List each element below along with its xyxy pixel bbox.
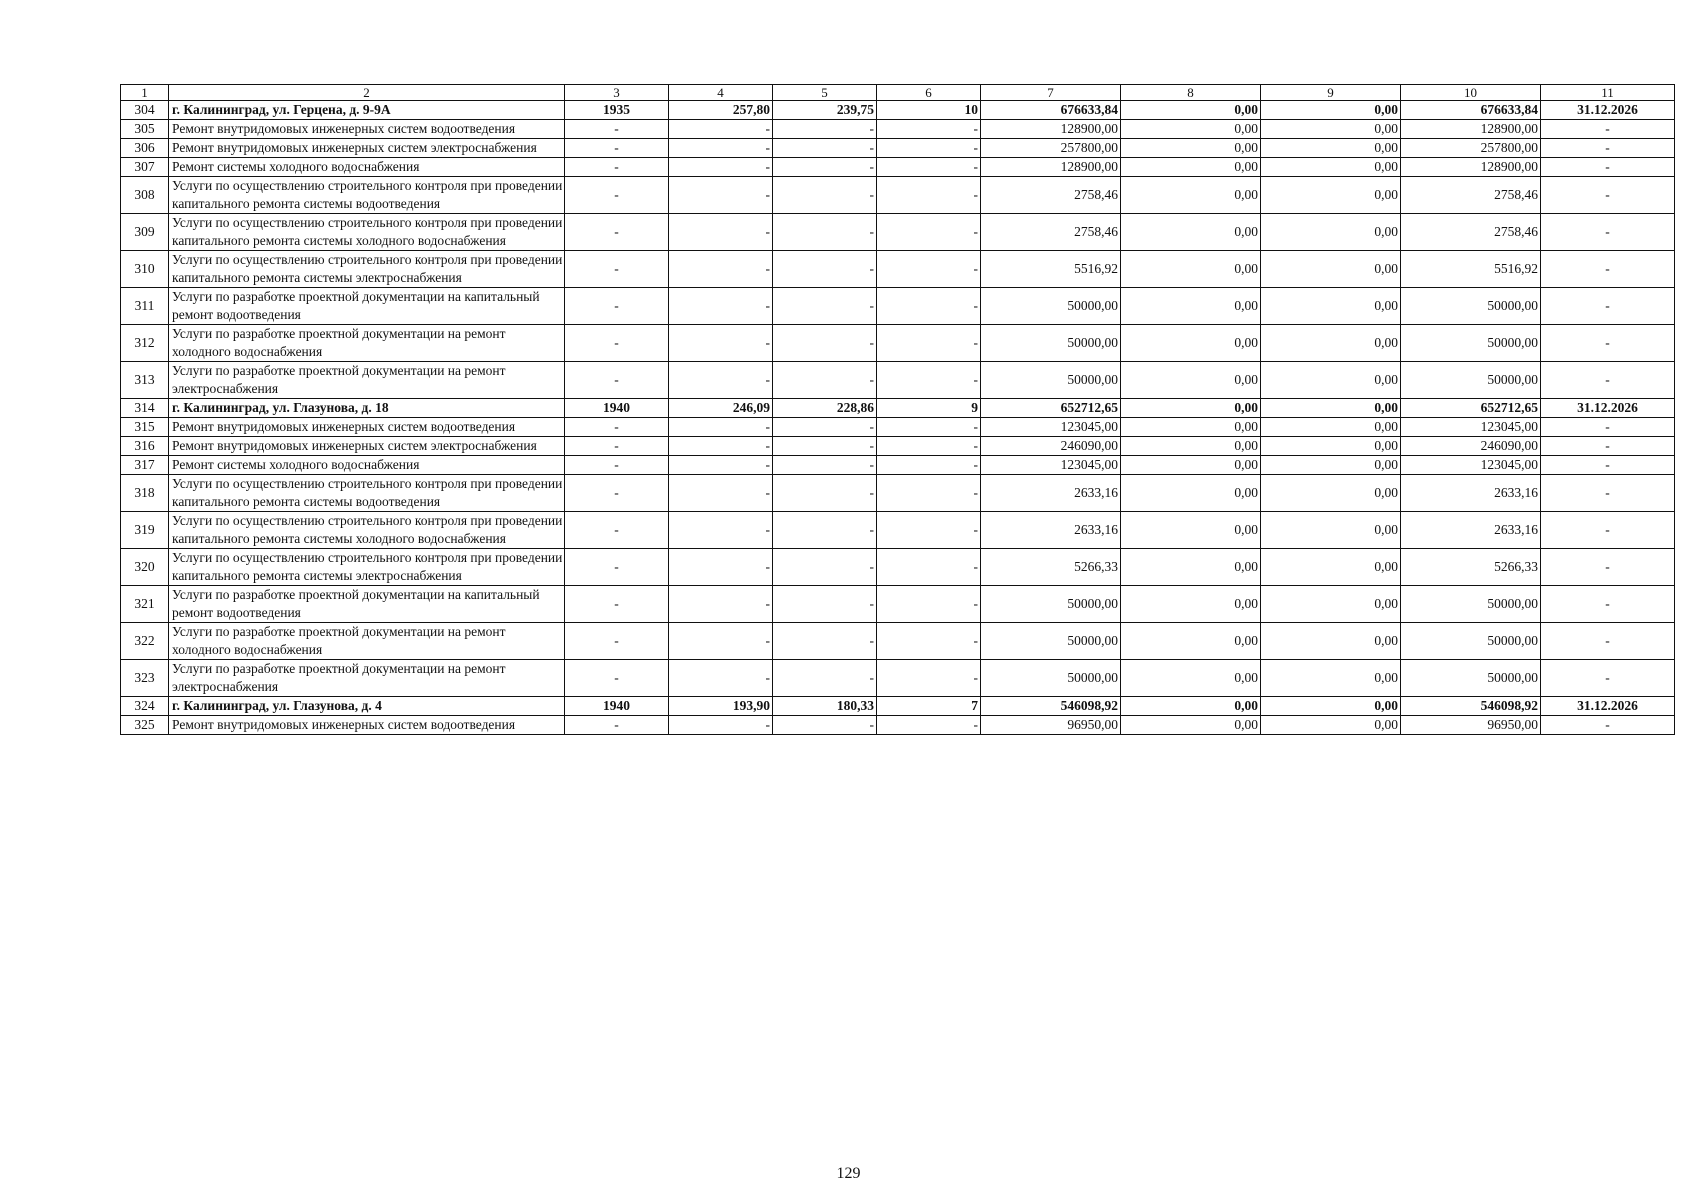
col7-cell: 50000,00 <box>981 325 1121 362</box>
col7-cell: 50000,00 <box>981 623 1121 660</box>
col5-cell: - <box>773 214 877 251</box>
work-name-cell: Услуги по разработке проектной документации на капитальный ремонт водоотведения <box>169 586 565 623</box>
col8-cell: 0,00 <box>1121 139 1261 158</box>
col9-cell: 0,00 <box>1261 158 1401 177</box>
col4-cell: 257,80 <box>669 101 773 120</box>
col5-cell: - <box>773 512 877 549</box>
col5-cell: - <box>773 475 877 512</box>
row-number-cell: 325 <box>121 716 169 735</box>
col4-cell: - <box>669 549 773 586</box>
col6-cell: - <box>877 716 981 735</box>
work-name-cell: Услуги по осуществлению строительного контроля при проведении капитального ремонта системы водоотведения <box>169 177 565 214</box>
table-row <box>121 475 1675 512</box>
col6-cell: - <box>877 418 981 437</box>
col7-cell: 128900,00 <box>981 120 1121 139</box>
col10-cell: 50000,00 <box>1401 660 1541 697</box>
work-name-cell: Ремонт внутридомовых инженерных систем водоотведения <box>169 418 565 437</box>
col8-cell: 0,00 <box>1121 288 1261 325</box>
col9-cell: 0,00 <box>1261 623 1401 660</box>
col9-cell: 0,00 <box>1261 549 1401 586</box>
table-row <box>121 512 1675 549</box>
table-row <box>121 418 1675 437</box>
col8-cell: 0,00 <box>1121 251 1261 288</box>
table-row <box>121 288 1675 325</box>
row-number-cell: 319 <box>121 512 169 549</box>
col9-cell: 0,00 <box>1261 177 1401 214</box>
col10-cell: 652712,65 <box>1401 399 1541 418</box>
col11-cell: - <box>1541 437 1675 456</box>
column-header: 7 <box>981 85 1121 101</box>
col9-cell: 0,00 <box>1261 716 1401 735</box>
col6-cell: - <box>877 120 981 139</box>
row-number-cell: 317 <box>121 456 169 475</box>
col3-cell: - <box>565 418 669 437</box>
col9-cell: 0,00 <box>1261 101 1401 120</box>
col5-cell: 180,33 <box>773 697 877 716</box>
table-row <box>121 549 1675 586</box>
col11-cell: - <box>1541 251 1675 288</box>
col8-cell: 0,00 <box>1121 177 1261 214</box>
col6-cell: - <box>877 586 981 623</box>
col10-cell: 50000,00 <box>1401 288 1541 325</box>
col3-cell: - <box>565 549 669 586</box>
col10-cell: 123045,00 <box>1401 456 1541 475</box>
row-number-cell: 306 <box>121 139 169 158</box>
col6-cell: 7 <box>877 697 981 716</box>
col10-cell: 257800,00 <box>1401 139 1541 158</box>
address-row <box>121 101 1675 120</box>
column-header: 11 <box>1541 85 1675 101</box>
work-name-cell: Услуги по разработке проектной документации на ремонт электроснабжения <box>169 660 565 697</box>
col10-cell: 5266,33 <box>1401 549 1541 586</box>
col6-cell: - <box>877 362 981 399</box>
col5-cell: - <box>773 288 877 325</box>
col9-cell: 0,00 <box>1261 139 1401 158</box>
col6-cell: - <box>877 549 981 586</box>
row-number-cell: 318 <box>121 475 169 512</box>
col4-cell: - <box>669 362 773 399</box>
col4-cell: - <box>669 437 773 456</box>
row-number-cell: 305 <box>121 120 169 139</box>
work-name-cell: Услуги по разработке проектной документации на ремонт холодного водоснабжения <box>169 325 565 362</box>
col7-cell: 123045,00 <box>981 418 1121 437</box>
col4-cell: - <box>669 120 773 139</box>
col5-cell: - <box>773 586 877 623</box>
work-name-cell: Услуги по осуществлению строительного контроля при проведении капитального ремонта системы холодного водоснабжения <box>169 512 565 549</box>
col6-cell: - <box>877 623 981 660</box>
col6-cell: - <box>877 437 981 456</box>
col10-cell: 50000,00 <box>1401 325 1541 362</box>
col8-cell: 0,00 <box>1121 101 1261 120</box>
col4-cell: - <box>669 660 773 697</box>
row-number-cell: 310 <box>121 251 169 288</box>
col10-cell: 50000,00 <box>1401 623 1541 660</box>
col10-cell: 676633,84 <box>1401 101 1541 120</box>
col6-cell: - <box>877 177 981 214</box>
col8-cell: 0,00 <box>1121 120 1261 139</box>
work-name-cell: Ремонт внутридомовых инженерных систем электроснабжения <box>169 139 565 158</box>
col10-cell: 2758,46 <box>1401 214 1541 251</box>
col11-cell: - <box>1541 716 1675 735</box>
col7-cell: 676633,84 <box>981 101 1121 120</box>
col9-cell: 0,00 <box>1261 418 1401 437</box>
col3-cell: - <box>565 586 669 623</box>
work-name-cell: г. Калининград, ул. Глазунова, д. 18 <box>169 399 565 418</box>
col11-cell: - <box>1541 512 1675 549</box>
col10-cell: 50000,00 <box>1401 362 1541 399</box>
col8-cell: 0,00 <box>1121 623 1261 660</box>
col11-cell: - <box>1541 139 1675 158</box>
table-row <box>121 251 1675 288</box>
col3-cell: - <box>565 177 669 214</box>
col7-cell: 50000,00 <box>981 586 1121 623</box>
col7-cell: 652712,65 <box>981 399 1121 418</box>
col6-cell: - <box>877 288 981 325</box>
col4-cell: - <box>669 475 773 512</box>
col4-cell: - <box>669 623 773 660</box>
col6-cell: - <box>877 325 981 362</box>
col4-cell: - <box>669 139 773 158</box>
col11-cell: 31.12.2026 <box>1541 697 1675 716</box>
col5-cell: - <box>773 437 877 456</box>
table-row <box>121 716 1675 735</box>
col5-cell: - <box>773 177 877 214</box>
col9-cell: 0,00 <box>1261 251 1401 288</box>
column-number-row <box>121 85 1675 101</box>
col10-cell: 5516,92 <box>1401 251 1541 288</box>
address-row <box>121 697 1675 716</box>
col4-cell: - <box>669 418 773 437</box>
col7-cell: 2758,46 <box>981 177 1121 214</box>
col3-cell: - <box>565 325 669 362</box>
row-number-cell: 311 <box>121 288 169 325</box>
col3-cell: - <box>565 251 669 288</box>
col7-cell: 128900,00 <box>981 158 1121 177</box>
col8-cell: 0,00 <box>1121 512 1261 549</box>
col5-cell: - <box>773 158 877 177</box>
col6-cell: - <box>877 512 981 549</box>
col11-cell: - <box>1541 623 1675 660</box>
col8-cell: 0,00 <box>1121 697 1261 716</box>
page-number: 129 <box>836 1165 861 1182</box>
col5-cell: - <box>773 139 877 158</box>
col9-cell: 0,00 <box>1261 362 1401 399</box>
table-body <box>121 85 1675 735</box>
column-header: 8 <box>1121 85 1261 101</box>
col4-cell: - <box>669 325 773 362</box>
col8-cell: 0,00 <box>1121 214 1261 251</box>
col5-cell: - <box>773 362 877 399</box>
col5-cell: - <box>773 325 877 362</box>
row-number-cell: 308 <box>121 177 169 214</box>
row-number-cell: 312 <box>121 325 169 362</box>
row-number-cell: 321 <box>121 586 169 623</box>
column-header: 5 <box>773 85 877 101</box>
col11-cell: - <box>1541 288 1675 325</box>
work-name-cell: Услуги по разработке проектной документации на капитальный ремонт водоотведения <box>169 288 565 325</box>
col5-cell: - <box>773 251 877 288</box>
col10-cell: 546098,92 <box>1401 697 1541 716</box>
col4-cell: 193,90 <box>669 697 773 716</box>
col9-cell: 0,00 <box>1261 288 1401 325</box>
col3-cell: - <box>565 288 669 325</box>
row-number-cell: 322 <box>121 623 169 660</box>
col8-cell: 0,00 <box>1121 475 1261 512</box>
col6-cell: 9 <box>877 399 981 418</box>
col11-cell: - <box>1541 456 1675 475</box>
col7-cell: 50000,00 <box>981 288 1121 325</box>
col3-cell: - <box>565 475 669 512</box>
work-name-cell: Услуги по осуществлению строительного контроля при проведении капитального ремонта системы холодного водоснабжения <box>169 214 565 251</box>
table-row <box>121 456 1675 475</box>
col11-cell: - <box>1541 214 1675 251</box>
col11-cell: - <box>1541 362 1675 399</box>
col10-cell: 128900,00 <box>1401 158 1541 177</box>
col9-cell: 0,00 <box>1261 120 1401 139</box>
col3-cell: - <box>565 214 669 251</box>
col5-cell: - <box>773 549 877 586</box>
col7-cell: 50000,00 <box>981 362 1121 399</box>
col4-cell: - <box>669 158 773 177</box>
table-row <box>121 139 1675 158</box>
work-name-cell: Ремонт внутридомовых инженерных систем электроснабжения <box>169 437 565 456</box>
col7-cell: 2633,16 <box>981 512 1121 549</box>
col10-cell: 96950,00 <box>1401 716 1541 735</box>
col11-cell: 31.12.2026 <box>1541 101 1675 120</box>
col7-cell: 123045,00 <box>981 456 1121 475</box>
col4-cell: - <box>669 456 773 475</box>
col5-cell: - <box>773 623 877 660</box>
row-number-cell: 314 <box>121 399 169 418</box>
col3-cell: 1940 <box>565 399 669 418</box>
column-header: 2 <box>169 85 565 101</box>
capital-repair-table <box>120 84 1675 735</box>
col6-cell: - <box>877 158 981 177</box>
col9-cell: 0,00 <box>1261 697 1401 716</box>
col8-cell: 0,00 <box>1121 158 1261 177</box>
col8-cell: 0,00 <box>1121 418 1261 437</box>
col8-cell: 0,00 <box>1121 716 1261 735</box>
table-row <box>121 325 1675 362</box>
column-header: 6 <box>877 85 981 101</box>
col11-cell: - <box>1541 586 1675 623</box>
work-name-cell: Ремонт системы холодного водоснабжения <box>169 456 565 475</box>
col3-cell: - <box>565 362 669 399</box>
col9-cell: 0,00 <box>1261 456 1401 475</box>
col8-cell: 0,00 <box>1121 549 1261 586</box>
col7-cell: 546098,92 <box>981 697 1121 716</box>
column-header: 10 <box>1401 85 1541 101</box>
col9-cell: 0,00 <box>1261 586 1401 623</box>
row-number-cell: 323 <box>121 660 169 697</box>
work-name-cell: Ремонт системы холодного водоснабжения <box>169 158 565 177</box>
col11-cell: 31.12.2026 <box>1541 399 1675 418</box>
col3-cell: - <box>565 437 669 456</box>
work-name-cell: г. Калининград, ул. Герцена, д. 9-9А <box>169 101 565 120</box>
col3-cell: - <box>565 660 669 697</box>
table-row <box>121 214 1675 251</box>
col5-cell: - <box>773 716 877 735</box>
col5-cell: - <box>773 456 877 475</box>
col6-cell: - <box>877 139 981 158</box>
work-name-cell: Услуги по осуществлению строительного контроля при проведении капитального ремонта системы электроснабжения <box>169 549 565 586</box>
table-row <box>121 586 1675 623</box>
col9-cell: 0,00 <box>1261 399 1401 418</box>
col4-cell: - <box>669 512 773 549</box>
col10-cell: 2758,46 <box>1401 177 1541 214</box>
col6-cell: - <box>877 456 981 475</box>
col6-cell: - <box>877 660 981 697</box>
col3-cell: - <box>565 139 669 158</box>
col3-cell: - <box>565 716 669 735</box>
col11-cell: - <box>1541 660 1675 697</box>
col11-cell: - <box>1541 549 1675 586</box>
column-header: 1 <box>121 85 169 101</box>
col10-cell: 246090,00 <box>1401 437 1541 456</box>
col7-cell: 257800,00 <box>981 139 1121 158</box>
address-row <box>121 399 1675 418</box>
row-number-cell: 316 <box>121 437 169 456</box>
col6-cell: - <box>877 251 981 288</box>
col4-cell: - <box>669 251 773 288</box>
col7-cell: 96950,00 <box>981 716 1121 735</box>
table-row <box>121 362 1675 399</box>
col11-cell: - <box>1541 475 1675 512</box>
col3-cell: - <box>565 158 669 177</box>
col7-cell: 246090,00 <box>981 437 1121 456</box>
table-row <box>121 177 1675 214</box>
col6-cell: 10 <box>877 101 981 120</box>
col4-cell: 246,09 <box>669 399 773 418</box>
work-name-cell: Услуги по разработке проектной документации на ремонт холодного водоснабжения <box>169 623 565 660</box>
row-number-cell: 324 <box>121 697 169 716</box>
row-number-cell: 320 <box>121 549 169 586</box>
row-number-cell: 313 <box>121 362 169 399</box>
col8-cell: 0,00 <box>1121 362 1261 399</box>
col3-cell: - <box>565 120 669 139</box>
col4-cell: - <box>669 288 773 325</box>
table-row <box>121 623 1675 660</box>
col5-cell: - <box>773 418 877 437</box>
col7-cell: 5266,33 <box>981 549 1121 586</box>
col8-cell: 0,00 <box>1121 325 1261 362</box>
col7-cell: 2633,16 <box>981 475 1121 512</box>
col11-cell: - <box>1541 177 1675 214</box>
col6-cell: - <box>877 214 981 251</box>
col8-cell: 0,00 <box>1121 399 1261 418</box>
col3-cell: - <box>565 456 669 475</box>
col4-cell: - <box>669 177 773 214</box>
col5-cell: 228,86 <box>773 399 877 418</box>
row-number-cell: 304 <box>121 101 169 120</box>
col6-cell: - <box>877 475 981 512</box>
work-name-cell: Ремонт внутридомовых инженерных систем водоотведения <box>169 120 565 139</box>
col7-cell: 50000,00 <box>981 660 1121 697</box>
col5-cell: - <box>773 660 877 697</box>
col3-cell: - <box>565 623 669 660</box>
work-name-cell: Услуги по осуществлению строительного контроля при проведении капитального ремонта системы электроснабжения <box>169 251 565 288</box>
work-name-cell: г. Калининград, ул. Глазунова, д. 4 <box>169 697 565 716</box>
col9-cell: 0,00 <box>1261 512 1401 549</box>
row-number-cell: 309 <box>121 214 169 251</box>
col8-cell: 0,00 <box>1121 437 1261 456</box>
col10-cell: 50000,00 <box>1401 586 1541 623</box>
col8-cell: 0,00 <box>1121 660 1261 697</box>
col9-cell: 0,00 <box>1261 214 1401 251</box>
column-header: 9 <box>1261 85 1401 101</box>
col4-cell: - <box>669 716 773 735</box>
col4-cell: - <box>669 586 773 623</box>
column-header: 4 <box>669 85 773 101</box>
col7-cell: 5516,92 <box>981 251 1121 288</box>
col4-cell: - <box>669 214 773 251</box>
table-row <box>121 437 1675 456</box>
col11-cell: - <box>1541 158 1675 177</box>
col10-cell: 2633,16 <box>1401 475 1541 512</box>
table-row <box>121 660 1675 697</box>
col10-cell: 123045,00 <box>1401 418 1541 437</box>
col9-cell: 0,00 <box>1261 660 1401 697</box>
col7-cell: 2758,46 <box>981 214 1121 251</box>
col10-cell: 2633,16 <box>1401 512 1541 549</box>
column-header: 3 <box>565 85 669 101</box>
col11-cell: - <box>1541 418 1675 437</box>
col5-cell: 239,75 <box>773 101 877 120</box>
work-name-cell: Ремонт внутридомовых инженерных систем водоотведения <box>169 716 565 735</box>
col9-cell: 0,00 <box>1261 325 1401 362</box>
col8-cell: 0,00 <box>1121 586 1261 623</box>
work-name-cell: Услуги по осуществлению строительного контроля при проведении капитального ремонта системы водоотведения <box>169 475 565 512</box>
col3-cell: 1935 <box>565 101 669 120</box>
col10-cell: 128900,00 <box>1401 120 1541 139</box>
col9-cell: 0,00 <box>1261 437 1401 456</box>
col5-cell: - <box>773 120 877 139</box>
col11-cell: - <box>1541 325 1675 362</box>
table-row <box>121 158 1675 177</box>
row-number-cell: 315 <box>121 418 169 437</box>
table-row <box>121 120 1675 139</box>
row-number-cell: 307 <box>121 158 169 177</box>
col3-cell: 1940 <box>565 697 669 716</box>
col9-cell: 0,00 <box>1261 475 1401 512</box>
col3-cell: - <box>565 512 669 549</box>
work-name-cell: Услуги по разработке проектной документации на ремонт электроснабжения <box>169 362 565 399</box>
col8-cell: 0,00 <box>1121 456 1261 475</box>
col11-cell: - <box>1541 120 1675 139</box>
